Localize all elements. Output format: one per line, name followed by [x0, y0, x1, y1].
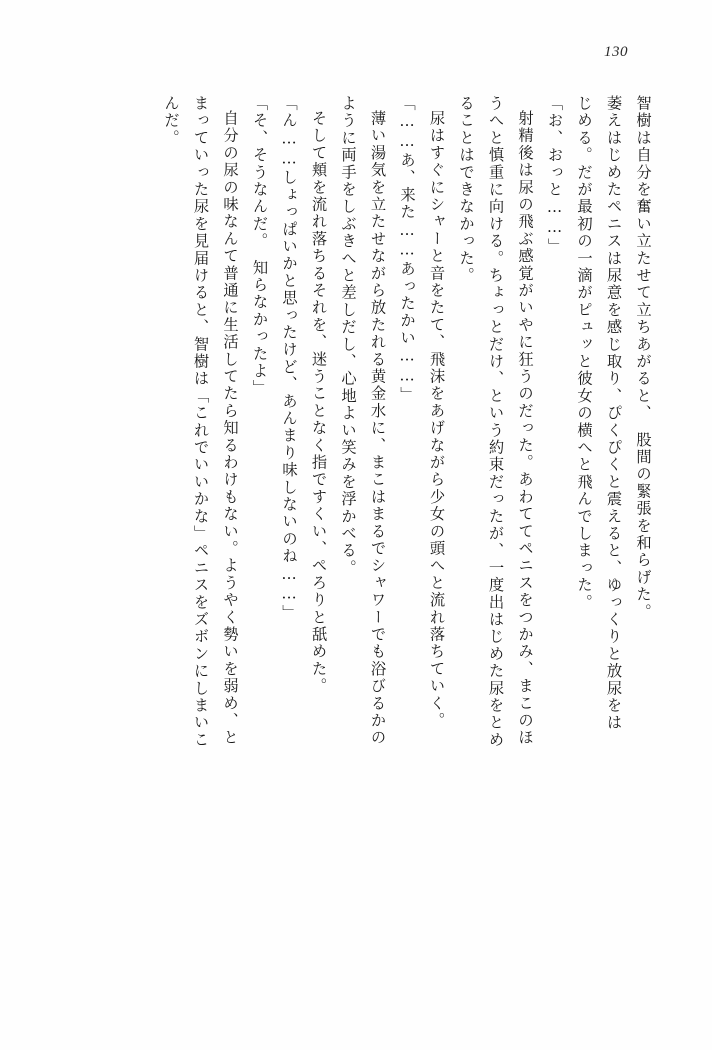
text-column: 萎えはじめたペニスは尿意を感じ取り、ぴくぴくと震えると、ゆっくりと放尿をは — [604, 95, 623, 732]
text-column: ることはできなかった。 — [457, 95, 475, 285]
text-column: うへと慎重に向ける。ちょっとだけ、という約束だったが、一度出はじめた尿をとめ — [486, 95, 505, 749]
text-column: 薄い湯気を立たせながら放たれる黄金水に、まこはまるでシャワーでも浴びるかの — [368, 110, 387, 747]
text-column: 射精後は尿の飛ぶ感覚がいやに狂うのだった。あわててペニスをつかみ、まこのほ — [516, 110, 534, 747]
text-column: 智樹は自分を奮い立たせて立ちあがると、 股間の緊張を和らげた。 — [634, 95, 652, 621]
text-column: 「そ、そうなんだ。 知らなかったよ」 — [250, 95, 269, 397]
text-column: じめる。だが最初の一滴がピュッと彼女の横へと飛んでしまった。 — [575, 95, 593, 611]
text-column: 「……あ、来た……あったかい……」 — [398, 95, 416, 404]
text-column: そして頬を流れ落ちるそれを、迷うことなく指ですくい、ぺろりと舐めた。 — [309, 110, 328, 695]
text-column: んだ。 — [162, 95, 180, 147]
text-column: 「お、おっと……」 — [545, 95, 564, 256]
vertical-text-body — [62, 95, 650, 980]
text-column: 自分の尿の味なんて普通に生活してたら知るわけもない。ようやく勢いを弱め、と — [221, 110, 239, 747]
text-column: まっていった尿を見届けると、智樹は「これでいいかな」ペニスをズボンにしまいこ — [191, 95, 210, 749]
text-column: 「ん……しょっぱいかと思ったけど、あんまり味しないのね……」 — [280, 95, 298, 622]
page-number: 130 — [604, 44, 628, 60]
text-column: ように両手をしぶきへと差しだし、心地よい笑みを浮かべる。 — [339, 95, 357, 577]
text-column: 尿はすぐにシャーと音をたて、飛沫をあげながら少女の頭へと流れ落ちていく。 — [427, 110, 446, 730]
